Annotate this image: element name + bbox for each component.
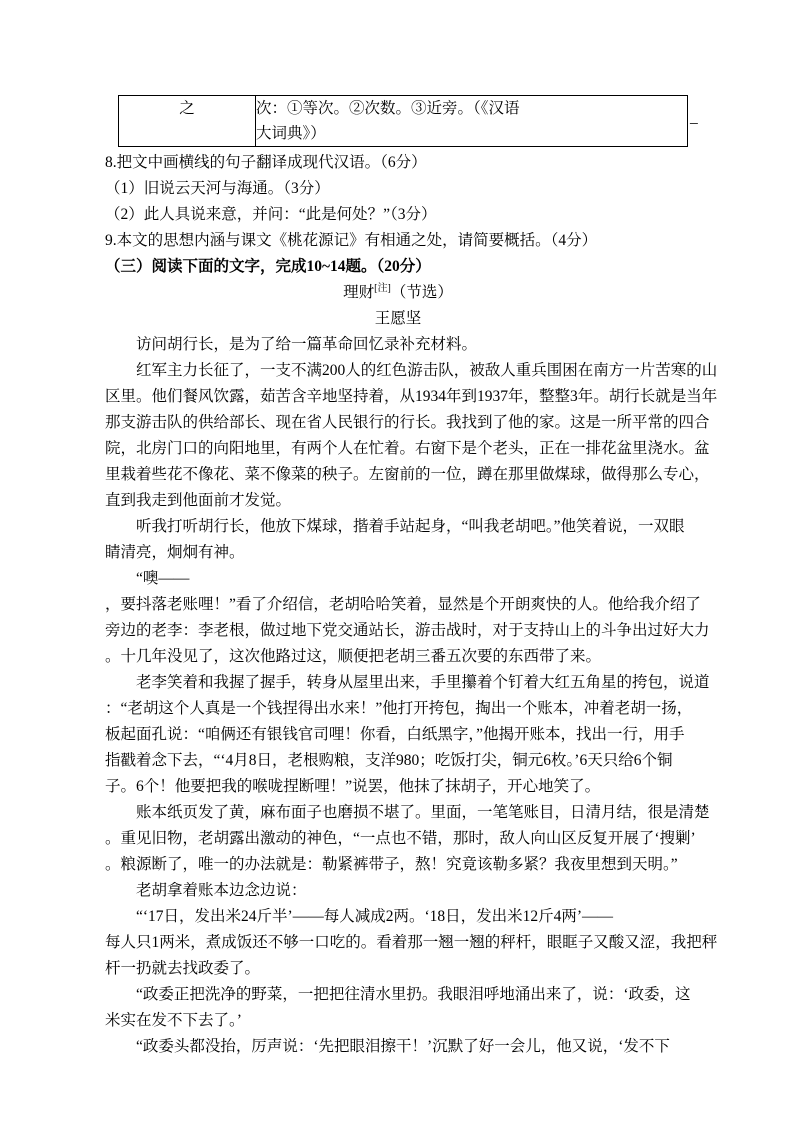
question-section xyxy=(105,150,691,280)
text-line: 区里。他们餐风饮露，茹苦含辛地坚持着，从1934年到1937年，整整3年。胡行长就是当年 xyxy=(105,388,718,405)
table-cell-term: 之 xyxy=(119,96,256,147)
text-line: 。重见旧物，老胡露出激动的神色，“一点也不错，那时，敌人向山区反复开展了‘搜剿’ xyxy=(105,830,696,847)
definition-line-2: 大词典》） xyxy=(256,125,326,142)
text-line: 访问胡行长，是为了给一篇革命回忆录补充材料。 xyxy=(136,336,478,353)
text-line: 听我打听胡行长，他放下煤球，揩着手站起身，“叫我老胡吧。”他笑着说，一双眼 xyxy=(136,518,685,535)
text-line: 老李笑着和我握了握手，转身从屋里出来，手里攥着个钉着大红五角星的挎包，说道 xyxy=(136,674,710,691)
text-line: 老胡拿着账本边念边说： xyxy=(136,882,307,899)
text-line: 杆一扔就去找政委了。 xyxy=(105,960,261,977)
text-line: “噢—— xyxy=(136,570,190,587)
passage-body xyxy=(105,332,718,1060)
underscore-mark: _ xyxy=(690,109,698,126)
text-line: “政委正把洗净的野菜，一把把往清水里扔。我眼泪呼地涌出来了，说：‘政委，这 xyxy=(136,986,691,1003)
passage-title xyxy=(105,280,691,306)
dictionary-table-wrap xyxy=(105,95,698,147)
text-line: 睛清亮，炯炯有神。 xyxy=(105,544,245,561)
text-line: 。粮源断了，唯一的办法就是：勒紧裤带子，熬！究竟该勒多紧？我夜里想到天明。” xyxy=(105,856,678,873)
text-line: 9.本文的思想内涵与课文《桃花源记》有相通之处，请简要概括。（4分） xyxy=(105,232,598,249)
dictionary-table xyxy=(118,95,688,147)
text-line: 里栽着些花不像花、菜不像菜的秧子。左窗前的一位，蹲在那里做煤球，做得那么专心， xyxy=(105,466,710,483)
text-line: 米实在发不下去了。’ xyxy=(105,1012,242,1029)
text-line: 板起面孔说：“咱俩还有银钱官司哩！你看，白纸黑字，”他揭开账本，找出一行，用手 xyxy=(105,726,685,743)
text-line: “政委头都没抬，厉声说：‘先把眼泪擦干！’沉默了好一会儿，他又说，‘发不下 xyxy=(136,1038,670,1055)
text-line: 8.把文中画横线的句子翻译成现代汉语。（6分） xyxy=(105,154,427,171)
text-line: 院，北房门口的向阳地里，有两个人在忙着。右窗下是个老头，正在一排花盆里浇水。盆 xyxy=(105,440,710,457)
table-row xyxy=(119,96,688,147)
passage-title-note: [注] xyxy=(374,282,391,294)
text-line: 子。6个！他要把我的喉咙捏断哩！”说罢，他抹了抹胡子，开心地笑了。 xyxy=(105,778,601,795)
text-line: 那支游击队的供给部长、现在省人民银行的行长。我找到了他的家。这是一所平常的四合 xyxy=(105,414,710,431)
passage-title-suffix: （节选） xyxy=(390,284,453,301)
text-line: 旁边的老李：李老根，做过地下党交通站长，游击战时，对于支持山上的斗争出过好大力 xyxy=(105,622,710,639)
text-line: 账本纸页发了黄，麻布面子也磨损不堪了。里面，一笔笔账目，日清月结，很是清楚 xyxy=(136,804,710,821)
passage-author: 王愿坚 xyxy=(374,310,422,327)
text-line: ：“老胡这个人真是一个钱捏得出水来！”他打开挎包，掏出一个账本，冲着老胡一扬， xyxy=(105,700,693,717)
text-line: （2）此人具说来意，并问：“此是何处？”（3分） xyxy=(105,206,437,223)
definition-line-1: 次：①等次。②次数。③近旁。（《汉语 xyxy=(256,100,520,117)
text-line: （三）阅读下面的文字，完成10~14题。（20分） xyxy=(105,258,431,275)
text-line: 指戳着念下去，“‘4月8日，老根购粮，支洋980；吃饭打尖，铜元6枚。’6天只给6个铜 xyxy=(105,752,673,769)
text-line: “‘17日，发出米24斤半’——每人减成2两。‘18日，发出米12斤4两’—— xyxy=(136,908,614,925)
text-line: 直到我走到他面前才发觉。 xyxy=(105,492,292,509)
text-line: 。十几年没见了，这次他路过这，顺便把老胡三番五次要的东西带了来。 xyxy=(105,648,602,665)
text-line: 每人只1两米，煮成饭还不够一口吃的。看着那一翘一翘的秤杆，眼眶子又酸又涩，我把秤 xyxy=(105,934,718,951)
text-line: ，要抖落老账哩！”看了介绍信，老胡哈哈笑着，显然是个开朗爽快的人。他给我介绍了 xyxy=(105,596,701,613)
text-line: （1）旧说云天河与海通。（3分） xyxy=(105,180,330,197)
passage-title-main: 理财 xyxy=(343,284,375,301)
document-content xyxy=(105,95,718,1060)
text-line: 红军主力长征了，一支不满200人的红色游击队，被敌人重兵围困在南方一片苦寒的山 xyxy=(136,362,718,379)
table-cell-definition xyxy=(256,96,688,147)
